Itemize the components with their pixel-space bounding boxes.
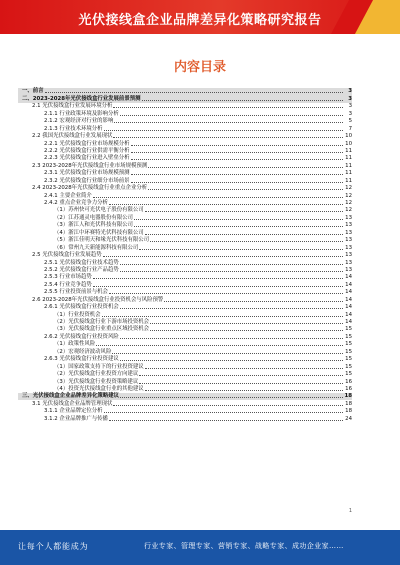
toc-entry[interactable]	[18, 408, 352, 415]
toc-entry[interactable]	[18, 341, 352, 348]
toc-entry-label: 2.1.3 行业技术环境分析	[44, 125, 103, 132]
toc-entry[interactable]	[18, 170, 352, 177]
toc-leader-dots	[150, 323, 343, 324]
report-header	[0, 0, 400, 34]
toc-entry-label: （6）常州九天新能源科技有限公司	[54, 244, 139, 251]
toc-entry-page: 3	[348, 110, 352, 117]
toc-leader-dots	[45, 92, 343, 93]
toc-entry-label: （5）浙江佳明天和缘光伏科技有限公司	[54, 237, 150, 244]
toc-leader-dots	[150, 330, 343, 331]
toc-entry-page: 3	[348, 103, 352, 110]
toc-entry[interactable]	[18, 304, 352, 311]
toc-leader-dots	[120, 338, 343, 339]
toc-entry-label: 一、前言	[22, 88, 44, 95]
toc-entry[interactable]	[18, 148, 352, 155]
toc-entry-label: 2.4 2023-2028年光伏接线盒行业重点企业分析	[32, 185, 148, 192]
toc-leader-dots	[112, 353, 343, 354]
toc-entry[interactable]	[18, 356, 352, 363]
toc-entry[interactable]	[18, 319, 352, 326]
toc-entry[interactable]	[18, 386, 352, 393]
toc-entry-label: （2）光伏接线盒行业下游市场投资机会	[54, 319, 150, 325]
toc-leader-dots	[145, 211, 343, 212]
toc-leader-dots	[139, 383, 343, 384]
toc-entry-page: 13	[345, 237, 352, 244]
toc-entry[interactable]	[18, 252, 352, 259]
toc-entry-label: （2）宏观经济波动风险	[54, 348, 112, 355]
toc-leader-dots	[109, 293, 343, 294]
toc-entry-page: 11	[345, 162, 352, 169]
toc-entry-page: 10	[345, 140, 352, 147]
toc-entry-page: 14	[345, 289, 352, 296]
toc-entry[interactable]	[18, 326, 352, 333]
toc-entry-label: （3）光伏接线盒行业重点区域投资机会	[54, 326, 150, 333]
toc-entry[interactable]	[18, 333, 352, 340]
toc-leader-dots	[104, 130, 343, 131]
toc-entry[interactable]	[18, 348, 352, 355]
toc-entry-label: 2.6.2 光伏接线盒行业投资风险	[44, 333, 119, 340]
toc-entry[interactable]	[18, 371, 352, 378]
toc-entry-page: 13	[345, 244, 352, 251]
toc-leader-dots	[164, 301, 343, 302]
toc-leader-dots	[139, 249, 343, 250]
toc-entry-label: 2.1 光伏接线盒行业发展环境分析	[32, 103, 113, 110]
toc-entry-page: 13	[345, 259, 352, 266]
toc-entry-label: 2.4.1 主要企业简介	[44, 192, 92, 199]
toc-entry-page: 15	[345, 363, 352, 370]
toc-entry[interactable]	[18, 378, 352, 385]
toc-entry-label: 2.1.2 宏观经济对行业的影响	[44, 118, 114, 125]
toc-entry[interactable]	[18, 185, 352, 192]
toc-leader-dots	[148, 167, 343, 168]
toc-entry-page: 14	[345, 304, 352, 311]
toc-entry-label: 2.2.2 光伏接线盒行业供需平衡分析	[44, 147, 130, 154]
toc-leader-dots	[145, 234, 343, 235]
toc-leader-dots	[148, 189, 343, 190]
toc-entry[interactable]	[18, 155, 352, 162]
toc-entry-label: 2.6.1 光伏接线盒行业投资机会	[44, 304, 119, 311]
toc-entry-page: 14	[345, 311, 352, 318]
toc-entry-label: 2.4.2 重点企业竞争力分析	[44, 200, 108, 206]
toc-leader-dots	[109, 420, 343, 421]
toc-entry[interactable]	[18, 244, 352, 251]
toc-entry-page: 11	[345, 155, 352, 162]
toc-entry-page: 24	[345, 415, 352, 422]
toc-entry-label: （1）行业投资机会	[54, 311, 101, 318]
toc-leader-dots	[134, 226, 343, 227]
page-number: 1	[348, 508, 352, 514]
toc-entry-label: 2.1.1 行业政策环境及影响分析	[44, 110, 119, 117]
toc-leader-dots	[145, 368, 343, 369]
toc-leader-dots	[93, 278, 343, 279]
toc-entry-page: 11	[345, 147, 352, 154]
toc-entry[interactable]	[18, 363, 352, 370]
toc-leader-dots	[142, 100, 344, 101]
toc-entry-page: 3	[348, 95, 352, 102]
toc-leader-dots	[139, 375, 343, 376]
toc-entry-label: 三、光伏接线盒企业品牌差异化策略建议	[22, 393, 120, 400]
toc-entry-page: 10	[345, 133, 352, 140]
toc-leader-dots	[131, 145, 343, 146]
toc-entry[interactable]	[18, 200, 352, 207]
toc-entry[interactable]	[18, 110, 352, 117]
toc-leader-dots	[120, 115, 343, 116]
toc-entry-page: 14	[345, 296, 352, 303]
toc-entry[interactable]	[18, 311, 352, 318]
toc-leader-dots	[102, 316, 343, 317]
toc-leader-dots	[114, 122, 343, 123]
toc-entry-label: （1）苏州快可光伏电子股份有限公司	[54, 207, 144, 214]
toc-entry-label: 2.5.3 行业市场趋势	[44, 274, 92, 281]
toc-entry-label: 3.1 光伏接线盒企业品牌管理现状	[32, 400, 113, 407]
toc-leader-dots	[113, 137, 343, 138]
toc-leader-dots	[93, 197, 343, 198]
toc-entry-page: 7	[348, 125, 352, 132]
toc-entry-page: 14	[345, 274, 352, 281]
toc-leader-dots	[96, 345, 343, 346]
toc-entry-page: 12	[345, 192, 352, 199]
toc-entry-label: （4）浙江中环赛特光伏科技有限公司	[54, 229, 144, 236]
toc-entry-page: 16	[345, 385, 352, 392]
toc-leader-dots	[134, 219, 343, 220]
toc-leader-dots	[131, 174, 343, 175]
toc-entry-page: 15	[345, 348, 352, 355]
toc-entry-label: （1）国家政策支持下的行业投资建议	[54, 363, 144, 370]
toc-leader-dots	[120, 308, 343, 309]
toc-entry[interactable]	[18, 95, 352, 102]
toc-entry-label: （1）政策性风险	[54, 341, 96, 348]
toc-entry-page: 15	[345, 341, 352, 348]
toc-entry-page: 13	[345, 229, 352, 236]
toc-leader-dots	[103, 256, 343, 257]
toc-entry-page: 12	[345, 185, 352, 192]
toc-entry-label: （2）江苏通灵电器股份有限公司	[54, 214, 133, 221]
toc-entry[interactable]	[18, 281, 352, 288]
toc-entry-label: 2.5.1 光伏接线盒行业技术趋势	[44, 259, 119, 266]
toc-entry-page: 11	[345, 177, 352, 184]
toc-leader-dots	[113, 405, 343, 406]
toc-entry[interactable]	[18, 192, 352, 199]
toc-entry-label: （2）光伏接线盒行业投资方向建议	[54, 371, 139, 378]
table-of-contents	[18, 88, 352, 423]
toc-leader-dots	[93, 286, 343, 287]
toc-entry-page: 16	[345, 378, 352, 385]
toc-leader-dots	[120, 397, 343, 398]
toc-leader-dots	[120, 264, 343, 265]
toc-entry-label: （3）浙江人和光伏科技有限公司	[54, 222, 133, 229]
toc-entry[interactable]	[18, 229, 352, 236]
toc-entry[interactable]	[18, 237, 352, 244]
toc-entry[interactable]	[18, 296, 352, 303]
toc-leader-dots	[131, 152, 343, 153]
toc-entry[interactable]	[18, 118, 352, 125]
toc-entry-label: 2.2.3 光伏接线盒行业进入壁垒分析	[44, 155, 130, 162]
toc-entry[interactable]	[18, 400, 352, 407]
toc-entry-label: 2.6.3 光伏接线盒行业投资建议	[44, 356, 119, 363]
toc-entry-label: 2.3 2023-2028年光伏接线盒行业市场规模预测	[32, 162, 148, 169]
toc-entry[interactable]	[18, 289, 352, 296]
toc-leader-dots	[120, 360, 343, 361]
toc-entry-page: 18	[345, 400, 352, 407]
footer-tagline: 行业专家、管理专家、营销专家、战略专家、成功企业家……	[144, 542, 344, 550]
toc-entry-label: 3.1.2 企业品牌推广与传播	[44, 415, 108, 422]
toc-entry[interactable]	[18, 103, 352, 110]
toc-leader-dots	[120, 271, 343, 272]
toc-entry[interactable]	[18, 267, 352, 274]
toc-entry-page: 13	[345, 214, 352, 221]
toc-entry-page: 15	[345, 371, 352, 378]
toc-entry-page: 11	[345, 170, 352, 177]
toc-entry-page: 15	[345, 356, 352, 363]
toc-entry-page: 14	[345, 281, 352, 288]
toc-entry-label: 2.3.1 光伏接线盒行业市场规模预测	[44, 170, 130, 177]
toc-entry[interactable]	[18, 125, 352, 132]
toc-entry-label: （4）投资光伏接线盒行业的其他建议	[54, 385, 144, 392]
toc-entry-label: 2.2.1 光伏接线盒行业市场规模分析	[44, 140, 130, 147]
toc-entry-label: 2.5.4 行业竞争趋势	[44, 281, 92, 288]
toc-leader-dots	[145, 390, 343, 391]
toc-entry-page: 14	[345, 319, 352, 325]
toc-entry-page: 15	[345, 326, 352, 333]
toc-entry-page: 13	[345, 266, 352, 273]
toc-entry-page: 5	[348, 118, 352, 125]
toc-entry[interactable]	[18, 140, 352, 147]
toc-entry-page: 13	[345, 222, 352, 229]
toc-entry-page: 3	[348, 88, 352, 95]
toc-leader-dots	[104, 412, 343, 413]
footer-banner	[0, 530, 400, 565]
toc-entry[interactable]	[18, 88, 352, 95]
toc-entry-page: 12	[345, 207, 352, 214]
toc-entry-page: 18	[345, 408, 352, 415]
toc-leader-dots	[131, 159, 343, 160]
toc-entry-label: 二、2023-2028年光伏接线盒行业发展前景预测	[22, 95, 141, 102]
toc-leader-dots	[131, 182, 343, 183]
toc-entry-label: 2.2 我国光伏接线盒行业发展现状	[32, 133, 113, 140]
toc-entry[interactable]	[18, 415, 352, 422]
toc-entry[interactable]	[18, 162, 352, 169]
toc-entry-page: 18	[344, 393, 352, 400]
toc-entry-label: 2.5.5 行业投资前景与机会	[44, 289, 108, 296]
toc-entry[interactable]	[18, 222, 352, 229]
toc-entry[interactable]	[18, 259, 352, 266]
toc-leader-dots	[150, 241, 343, 242]
toc-entry-page: 15	[345, 333, 352, 340]
toc-heading: 内容目录	[173, 60, 226, 75]
toc-entry[interactable]	[18, 207, 352, 214]
toc-leader-dots	[113, 107, 343, 108]
report-title: 光伏接线盒企业品牌差异化策略研究报告	[78, 13, 322, 28]
toc-entry[interactable]	[18, 133, 352, 140]
toc-entry-label: 2.5.2 光伏接线盒行业产品趋势	[44, 266, 119, 273]
toc-entry[interactable]	[18, 274, 352, 281]
toc-entry-page: 13	[345, 252, 352, 259]
toc-entry-label: 2.3.2 光伏接线盒行业细分市场前景	[44, 177, 130, 184]
toc-entry-label: 3.1.1 企业品牌定位分析	[44, 408, 103, 415]
toc-entry[interactable]	[18, 177, 352, 184]
footer-slogan: 让每个人都能成为	[18, 542, 89, 551]
toc-entry[interactable]	[18, 214, 352, 221]
toc-entry-page: 12	[345, 200, 352, 206]
toc-leader-dots	[109, 204, 343, 205]
toc-entry-label: （3）光伏接线盒行业投资策略建议	[54, 378, 139, 385]
toc-entry[interactable]	[18, 393, 352, 400]
toc-entry-label: 2.6 2023-2028年光伏接线盒行业投资机会与风险预警	[32, 296, 164, 303]
toc-entry-label: 2.5 光伏接线盒行业发展趋势	[32, 252, 102, 259]
